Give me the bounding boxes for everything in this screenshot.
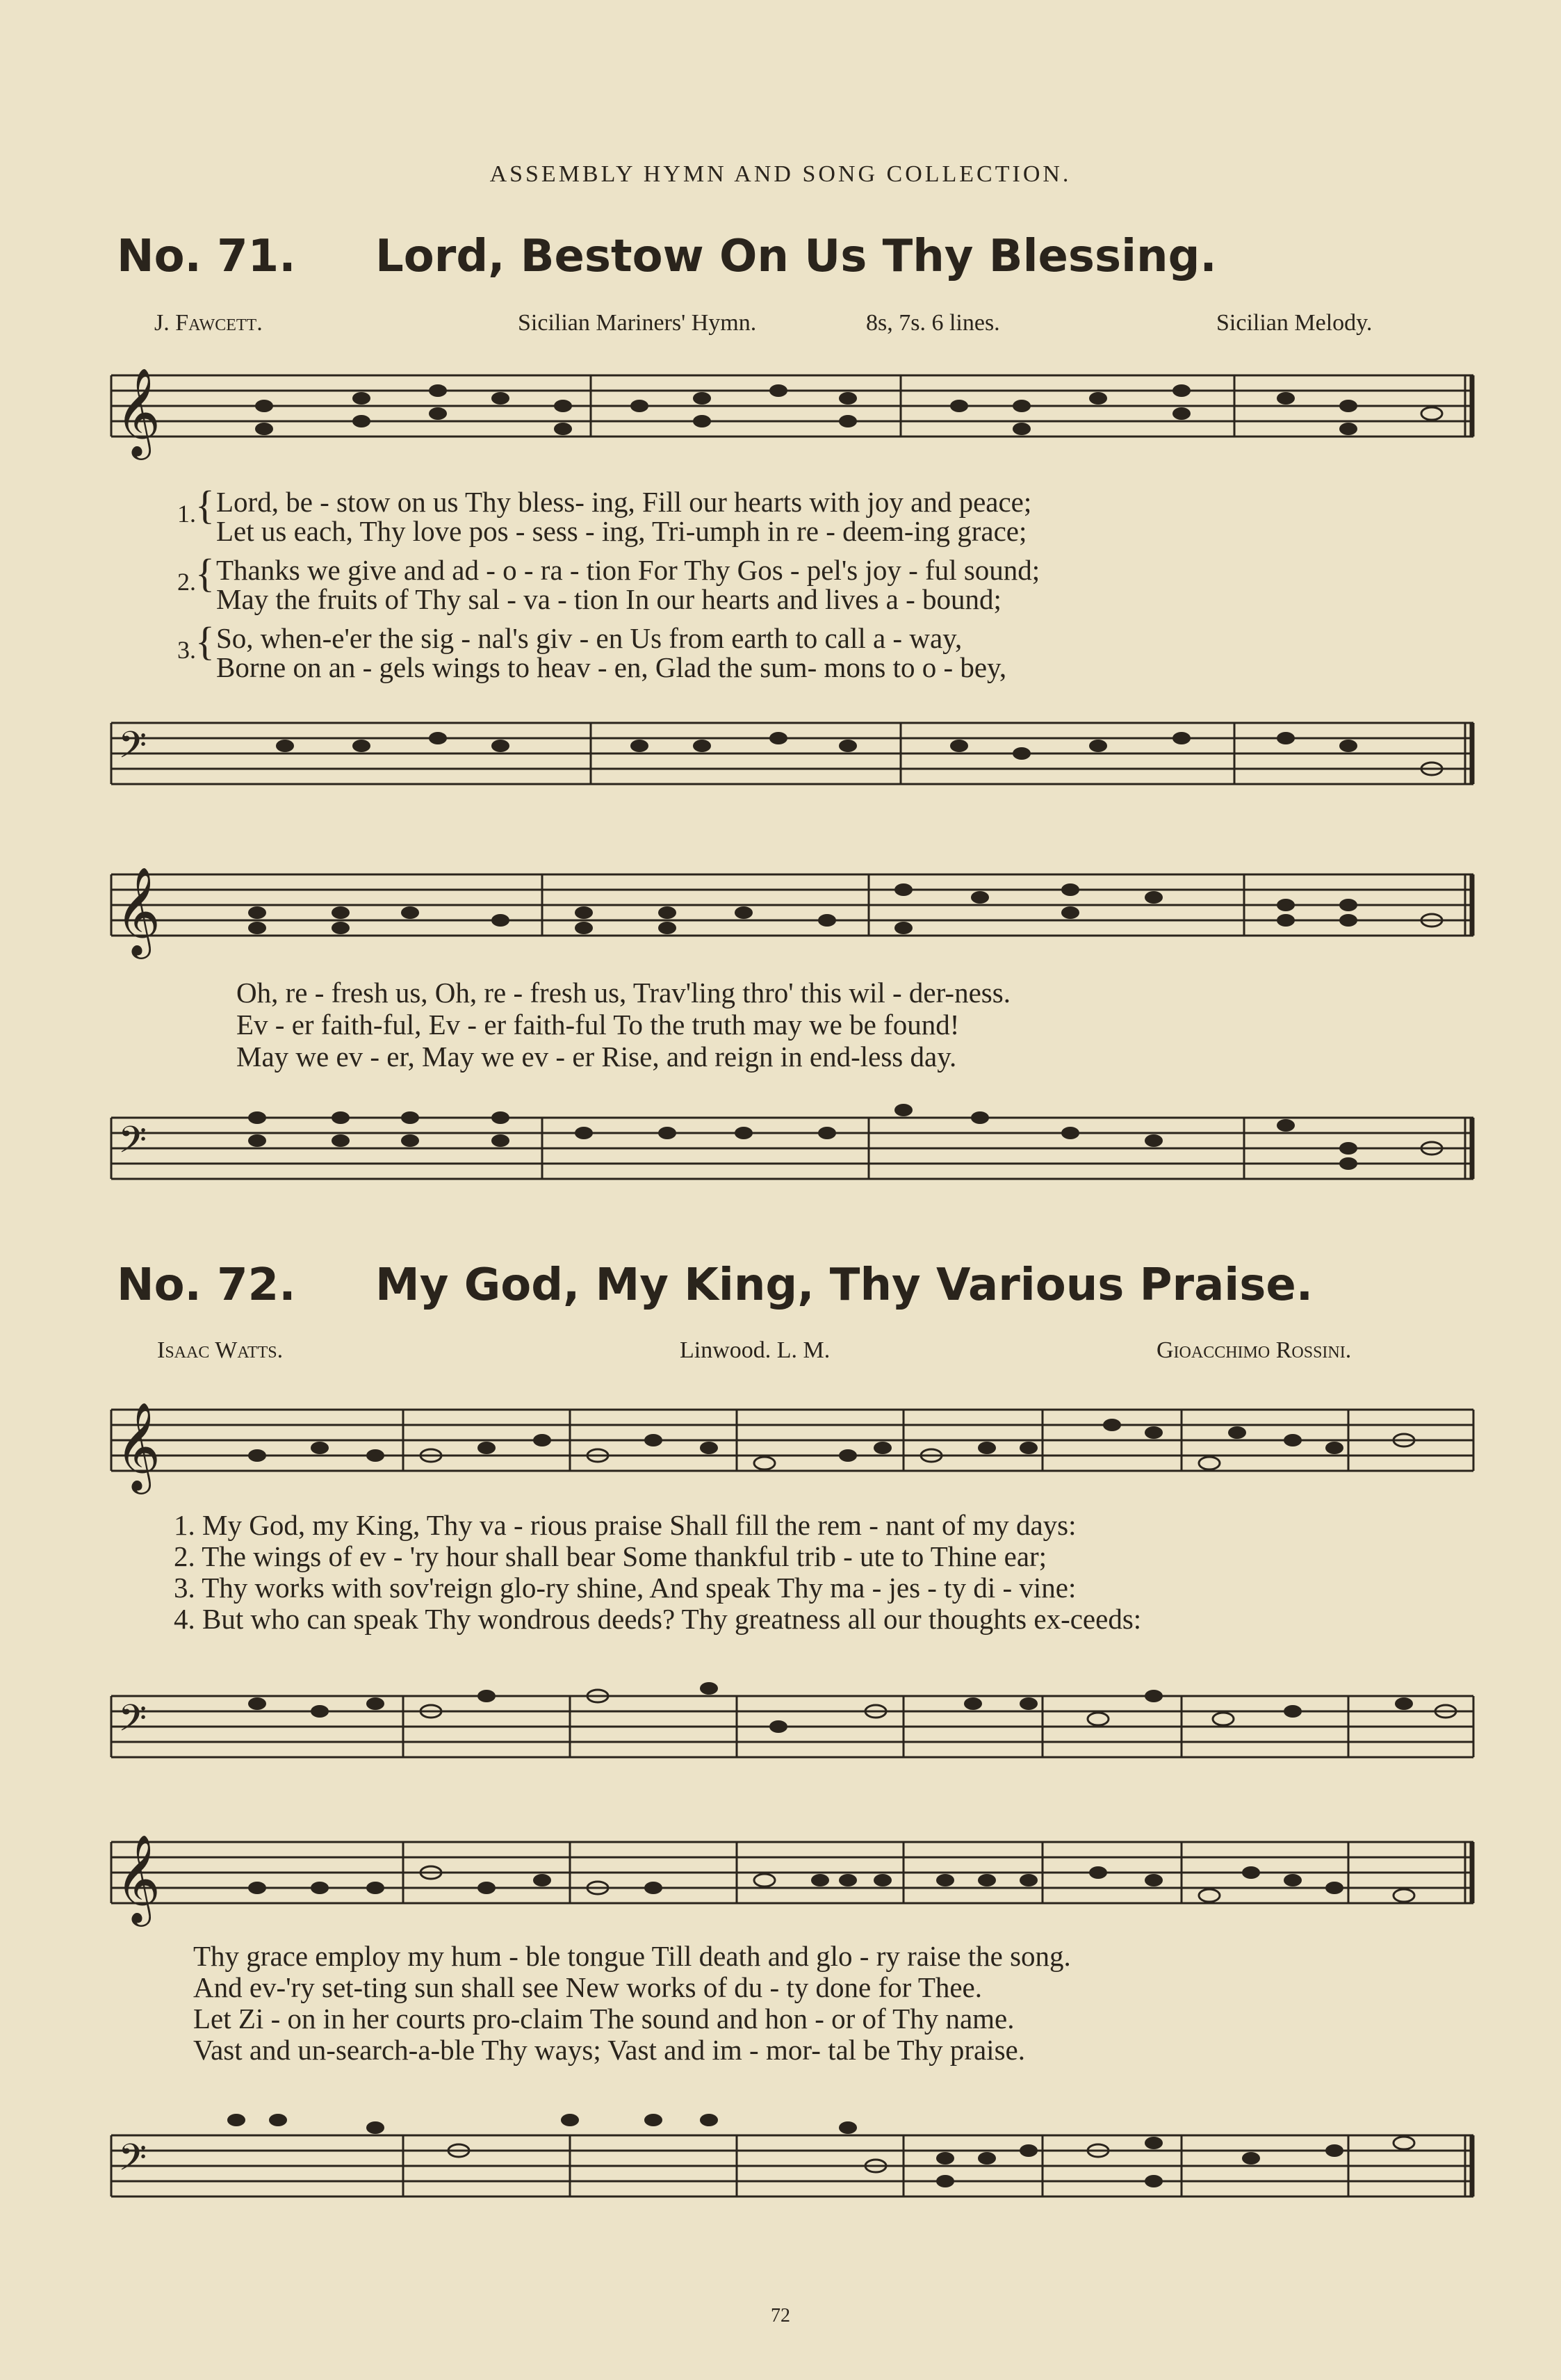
svg-text:𝄢: 𝄢 [118,724,147,776]
verse-brace: { [195,482,215,528]
lyric-line: 3. Thy works with sov'reign glo-ry shine, And speak Thy ma - jes - ty di - vine: [174,1572,1077,1604]
hymn-71-system-2-treble-staff [111,866,1473,958]
lyric-line: 4. But who can speak Thy wondrous deeds? Thy greatness all our thoughts ex-ceeds: [174,1603,1142,1635]
verse-number: 3. [177,636,196,664]
lyric-line: Ev - er faith-ful, Ev - er faith-ful To the truth may we be found! [236,1009,960,1041]
hymn-72-system-2-bass-staff [111,2135,1473,2219]
running-head: ASSEMBLY HYMN AND SONG COLLECTION. [489,161,1072,187]
hymn-72-author: Isaac Watts. [157,1337,284,1363]
hymn-71-system-1-bass-staff [111,723,1473,806]
hymn-71-system-2-bass-staff [111,1118,1473,1201]
lyric-line: Let us each, Thy love pos - sess - ing, Tri-umph in re - deem-ing grace; [216,515,1027,547]
hymn-71-tune: Sicilian Mariners' Hymn. [518,310,757,336]
lyric-line: May we ev - er, May we ev - er Rise, and reign in end-less day. [236,1041,957,1073]
verse-number: 2. [177,568,196,596]
svg-text:𝄞: 𝄞 [115,866,161,955]
lyric-line: Borne on an - gels wings to heav - en, Glad the sum- mons to o - bey, [216,651,1007,683]
hymn-72-tune: Linwood. L. M. [680,1337,831,1363]
hymn-72-title: My God, My King, Thy Various Praise. [375,1260,1314,1311]
lyric-line: Vast and un-search-a-ble Thy ways; Vast and im - mor- tal be Thy praise. [193,2034,1025,2066]
svg-text:𝄞: 𝄞 [115,1401,161,1490]
hymn-71-meter: 8s, 7s. 6 lines. [866,310,1000,336]
lyric-line: So, when-e'er the sig - nal's giv - en Us from earth to call a - way, [216,622,963,654]
lyric-line: Thanks we give and ad - o - ra - tion For Thy Gos - pel's joy - ful sound; [216,554,1040,586]
hymn-72-system-2-treble-staff [111,1834,1473,1925]
verse-brace: { [195,619,215,664]
hymn-72-number: No. 72. [117,1260,296,1311]
hymn-71-number: No. 71. [117,231,296,282]
lyric-line: 1. My God, my King, Thy va - rious praise Shall fill the rem - nant of my days: [174,1509,1077,1541]
hymn-71-system-1-treble-staff [111,367,1473,459]
hymn-71-author: J. Fawcett. [154,310,263,336]
svg-text:𝄞: 𝄞 [115,367,161,456]
svg-text:𝄞: 𝄞 [115,1834,161,1923]
svg-text:𝄢: 𝄢 [118,1119,147,1171]
hymn-72-system-1-treble-staff [111,1401,1473,1493]
hymn-71-title: Lord, Bestow On Us Thy Blessing. [375,231,1217,282]
lyric-line: And ev-'ry set-ting sun shall see New works of du - ty done for Thee. [193,1971,983,2003]
hymn-72-composer: Gioacchimo Rossini. [1157,1337,1352,1363]
lyric-line: Lord, be - stow on us Thy bless- ing, Fill our hearts with joy and peace; [216,486,1032,518]
page-number: 72 [771,2305,790,2326]
hymn-71-composer: Sicilian Melody. [1216,310,1373,336]
svg-text:𝄢: 𝄢 [118,2137,147,2188]
lyric-line: Oh, re - fresh us, Oh, re - fresh us, Trav'ling thro' this wil - der-ness. [236,977,1011,1009]
hymn-72-system-1-bass-staff [111,1696,1473,1779]
lyric-line: Thy grace employ my hum - ble tongue Till death and glo - ry raise the song. [193,1940,1071,1972]
verse-number: 1. [177,500,196,528]
svg-text:𝄢: 𝄢 [118,1697,147,1749]
verse-brace: { [195,551,215,596]
lyric-line: May the fruits of Thy sal - va - tion In our hearts and lives a - bound; [216,583,1002,615]
lyric-line: 2. The wings of ev - 'ry hour shall bear Some thankful trib - ute to Thine ear; [174,1540,1047,1572]
lyric-line: Let Zi - on in her courts pro-claim The sound and hon - or of Thy name. [193,2003,1015,2035]
